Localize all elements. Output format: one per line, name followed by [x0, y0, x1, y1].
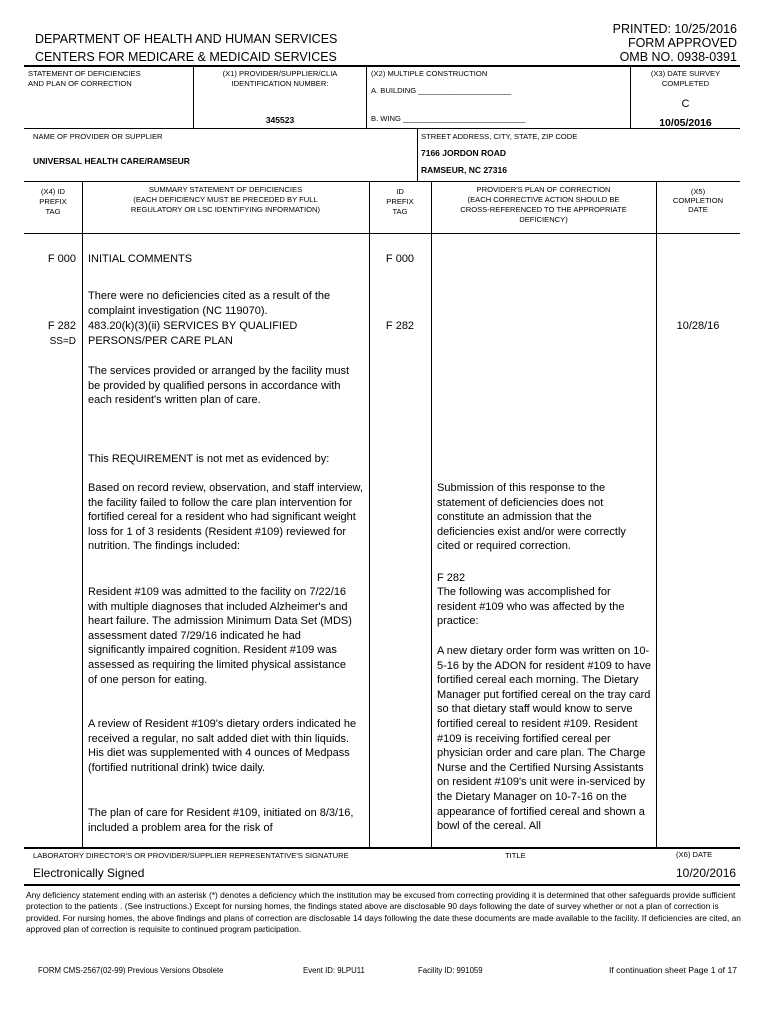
requirement-not-met: This REQUIREMENT is not met as evidenced by: — [88, 453, 330, 465]
box-row-divider-2 — [24, 181, 740, 182]
survey-date: 10/05/2016 — [659, 117, 712, 129]
signature-bottom-border — [24, 884, 740, 886]
x4-header-1: (X4) ID — [40, 187, 66, 196]
initial-comments-title: INITIAL COMMENTS — [88, 253, 193, 265]
form-approved: FORM APPROVED — [627, 36, 737, 50]
plan-header-2: (EACH CORRECTIVE ACTION SHOULD BE — [467, 195, 620, 204]
provider-name: UNIVERSAL HEALTH CARE/RAMSEUR — [33, 156, 190, 166]
initial-comments-text: There were no deficiencies cited as a result of the complaint investigation (NC 119070). — [88, 290, 331, 317]
column-divider-1 — [82, 182, 83, 847]
x3-label-1: (X3) DATE SURVEY — [650, 69, 721, 78]
x1-label-2: IDENTIFICATION NUMBER: — [231, 79, 329, 88]
x5-header-3: DATE — [688, 205, 708, 214]
printed-date: PRINTED: 10/25/2016 — [612, 22, 737, 36]
id-header-1: ID — [396, 187, 404, 196]
continuation-page: If continuation sheet Page 1 of 17 — [608, 965, 737, 975]
title-label: TITLE — [505, 851, 526, 860]
regulation-title-1: 483.20(k)(3)(ii) SERVICES BY QUALIFIED — [88, 320, 298, 332]
x4-header-2: PREFIX — [39, 197, 67, 206]
completion-date: 10/28/16 — [676, 320, 720, 332]
disclaimer-text: Any deficiency statement ending with an asterisk (*) denotes a deficiency which the institution may be excused from correcting providing it is determined that other safeguards provide sufficient protection to the patients . (See instructions.) Except for nursing homes, the findings stated above are disclosable 90 days following the date of survey whether or not a plan of correction is provided. For nursing homes, the above findings and plans of correction are disclosable 14 days following the date these documents are made available to the facility. If deficiencies are cited, an approved plan of correction is requisite to continued program participation. — [26, 890, 741, 934]
signature-value: Electronically Signed — [33, 866, 145, 880]
column-divider-2 — [369, 182, 370, 847]
statement-label-1: STATEMENT OF DEFICIENCIES — [28, 69, 141, 78]
summary-header-1: SUMMARY STATEMENT OF DEFICIENCIES — [148, 185, 303, 194]
signature-label: LABORATORY DIRECTOR'S OR PROVIDER/SUPPLIER REPRESENTATIVE'S SIGNATURE — [33, 851, 349, 860]
summary-header-2: (EACH DEFICIENCY MUST BE PRECEDED BY FULL — [133, 195, 318, 204]
x3-label-2: COMPLETED — [661, 79, 710, 88]
plan-tag-f000: F 000 — [385, 253, 415, 265]
box-vertical-2 — [366, 66, 367, 128]
x5-header-2: COMPLETION — [672, 196, 724, 205]
department-title: DEPARTMENT OF HEALTH AND HUMAN SERVICES — [35, 32, 338, 46]
plan-tag-reference: F 282 — [437, 572, 466, 584]
resident-admission: Resident #109 was admitted to the facility on 7/22/16 with multiple diagnoses that included Alzheimer's and heart failure. The admission Minimum Data Set (MDS) assessment dated 7/29/16 indicated he had significantly impaired cognition. Resident #109 was assessed as requiring the limited physical assistance of one person for eating. — [88, 586, 352, 686]
survey-type: C — [681, 98, 690, 110]
wing-line: B. WING _____________________________ — [371, 114, 526, 123]
centers-title: CENTERS FOR MEDICARE & MEDICAID SERVICES — [35, 50, 337, 64]
regulation-title-2: PERSONS/PER CARE PLAN — [88, 335, 233, 347]
building-line: A. BUILDING ______________________ — [371, 86, 512, 95]
tag-f000: F 000 — [47, 253, 76, 265]
statement-label-2: AND PLAN OF CORRECTION — [28, 79, 132, 88]
facility-id: Facility ID: 991059 — [418, 966, 483, 975]
provider-name-label: NAME OF PROVIDER OR SUPPLIER — [33, 132, 163, 141]
signature-top-border — [24, 847, 740, 849]
scope-severity: SS=D — [49, 336, 76, 347]
date-label: (X6) DATE — [676, 850, 713, 859]
box-vertical-4 — [417, 129, 418, 181]
id-header-3: TAG — [392, 207, 408, 216]
plan-actions: A new dietary order form was written on 10-5-16 by the ADON for resident #109 to have fortified cereal each morning. The Dietary Manager put fortified cereal on the tray card so that dietary staff would know to serve fortified cereal to resident #109. Resident #109 is receiving fortified cereal per physician order and care plan. The Charge Nurse and the Certified Nursing Assistants on resident #109's unit were in-serviced by the Dietary Manager on 10-7-16 on the appearance of fortified cereal and shown a bowl of the cereal. All — [437, 645, 652, 833]
dietary-orders: A review of Resident #109's dietary orders indicated he received a regular, no salt added diet with thin liquids. His diet was supplemented with 4 ounces of Medpass (fortified nutritional drink) twice daily. — [88, 718, 357, 774]
id-header-2: PREFIX — [386, 197, 414, 206]
event-id: Event ID: 9LPU11 — [303, 966, 365, 975]
column-divider-3 — [431, 182, 432, 847]
omb-number: OMB NO. 0938-0391 — [619, 50, 737, 64]
street-address: 7166 JORDON ROAD — [421, 148, 507, 158]
plan-disclaimer: Submission of this response to the statement of deficiencies does not constitute an admission that the deficiencies exist and/or were correctly cited or required correction. — [437, 482, 626, 553]
address-label: STREET ADDRESS, CITY, STATE, ZIP CODE — [421, 132, 578, 141]
form-number: FORM CMS-2567(02-99) Previous Versions Obsolete — [38, 966, 224, 975]
signature-date: 10/20/2016 — [676, 866, 737, 880]
column-divider-4 — [656, 182, 657, 847]
box-top-border — [24, 65, 740, 67]
x1-label-1: (X1) PROVIDER/SUPPLIER/CLIA — [222, 69, 338, 78]
plan-header-1: PROVIDER'S PLAN OF CORRECTION — [476, 185, 611, 194]
provider-number: 345523 — [265, 115, 295, 125]
plan-of-care: The plan of care for Resident #109, initiated on 8/3/16, included a problem area for the risk of — [88, 807, 354, 834]
plan-header-3: CROSS-REFERENCED TO THE APPROPRIATE — [460, 205, 627, 214]
x5-header-1: (X5) — [690, 187, 706, 196]
column-header-bottom — [24, 233, 740, 234]
plan-header-4: DEFICIENCY) — [519, 215, 568, 224]
plan-accomplished: The following was accomplished for resident #109 who was affected by the practice: — [437, 586, 625, 628]
x4-header-3: TAG — [45, 207, 61, 216]
plan-tag-f282: F 282 — [385, 320, 415, 332]
x2-label: (X2) MULTIPLE CONSTRUCTION — [371, 69, 488, 78]
regulation-text: The services provided or arranged by the facility must be provided by qualified persons in accordance with each resident's written plan of care. — [88, 365, 350, 407]
findings-summary: Based on record review, observation, and staff interview, the facility failed to follow the care plan intervention for fortified cereal for a resident who had significant weight loss for 1 of 3 residents (Resident #109) reviewed for nutrition. The findings included: — [88, 482, 363, 553]
summary-header-3: REGULATORY OR LSC IDENTIFYING INFORMATION) — [130, 205, 321, 214]
city-state-zip: RAMSEUR, NC 27316 — [421, 165, 507, 175]
tag-f282: F 282 — [47, 320, 76, 332]
